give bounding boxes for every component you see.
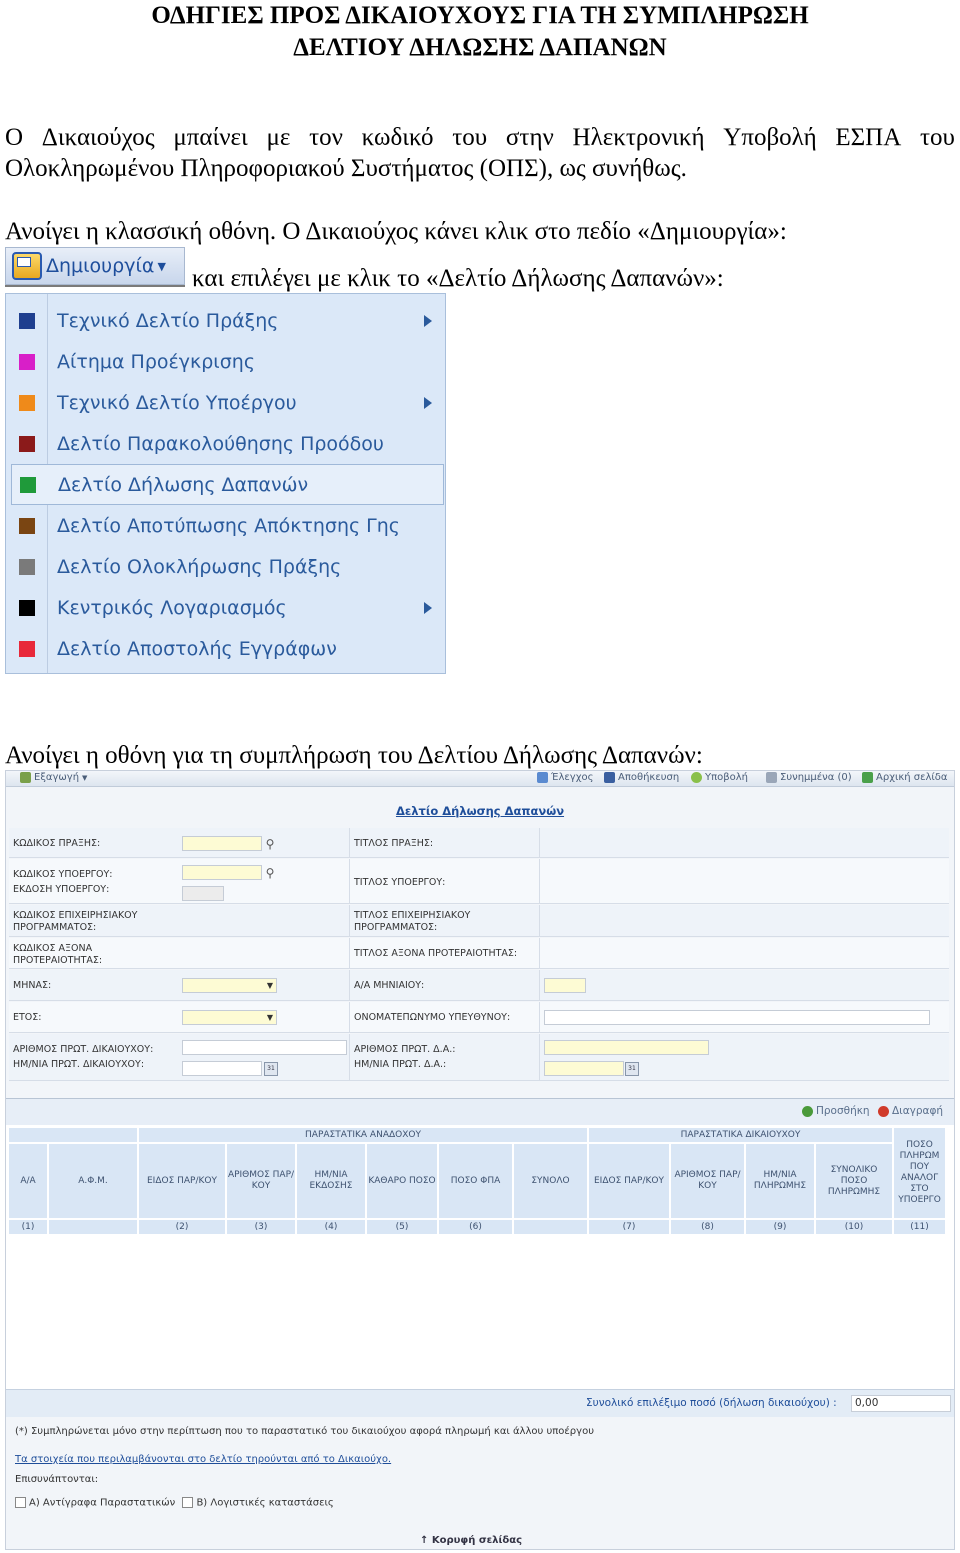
divider bbox=[349, 859, 350, 903]
intro-word: κωδικό bbox=[361, 124, 434, 151]
intro-word: ΕΣΠΑ bbox=[835, 124, 902, 151]
column-number: (7) bbox=[588, 1219, 670, 1235]
total-value: 0,00 bbox=[851, 1395, 951, 1412]
submit-icon bbox=[691, 772, 702, 783]
column-number: (3) bbox=[226, 1219, 296, 1235]
intro-word: Υποβολή bbox=[723, 124, 817, 151]
menu-item[interactable] bbox=[6, 546, 445, 587]
info-link[interactable]: Τα στοιχεία που περιλαμβάνονται στο δελτίο τηρούνται από το Δικαιούχο. bbox=[15, 1454, 392, 1465]
classic-screen-text: Ανοίγει η κλασσική οθόνη. Ο Δικαιούχος κάνει κλικ στο πεδίο «Δημιουργία»: bbox=[5, 218, 787, 245]
column-header[interactable]: ΠΟΣΟ ΠΛΗΡΩΜ ΠΟΥ ΑΝΑΛΟΓ ΣΤΟ ΥΠΟΕΡΓΟ bbox=[893, 1127, 946, 1219]
caret-down-icon: ▼ bbox=[157, 259, 166, 273]
home-button[interactable] bbox=[862, 772, 948, 783]
table-header-cell bbox=[8, 1127, 138, 1143]
intro-word: μπαίνει bbox=[173, 124, 248, 151]
intro-word: Δικαιούχος bbox=[41, 124, 155, 151]
color-square-icon bbox=[20, 477, 36, 493]
column-header[interactable]: ΕΙΔΟΣ ΠΑΡ/ΚΟΥ bbox=[138, 1143, 226, 1219]
attachments-checkboxes bbox=[15, 1497, 334, 1509]
form-toolbar bbox=[6, 771, 954, 787]
column-number: (8) bbox=[670, 1219, 745, 1235]
intro-word: τον bbox=[309, 124, 343, 151]
add-label: Προσθήκη bbox=[816, 1105, 870, 1117]
form-row bbox=[9, 859, 949, 904]
column-header[interactable]: ΣΥΝΟΛΟ bbox=[513, 1143, 588, 1219]
intro-line-1 bbox=[5, 122, 955, 153]
menu-item[interactable] bbox=[11, 464, 444, 505]
intro-word: με bbox=[266, 124, 291, 151]
menu-item[interactable] bbox=[6, 300, 445, 341]
intro-word: του bbox=[920, 124, 955, 151]
divider bbox=[349, 938, 350, 968]
menu-item[interactable] bbox=[6, 382, 445, 423]
label-line: ΠΡΟΓΡΑΜΜΑΤΟΣ: bbox=[13, 922, 97, 933]
label-minas: ΜΗΝΑΣ: bbox=[13, 980, 52, 991]
label-aa-miniaiou: Α/Α ΜΗΝΙΑΙΟΥ: bbox=[354, 980, 425, 991]
group-header-anadoxou: ΠΑΡΑΣΤΑΤΙΚΑ ΑΝΑΔΟΧΟΥ bbox=[138, 1127, 588, 1143]
form-opens-text: Ανοίγει η οθόνη για τη συμπλήρωση του Δελτίου Δήλωσης Δαπανών: bbox=[5, 742, 703, 769]
home-label: Αρχική σελίδα bbox=[876, 772, 948, 783]
check-icon bbox=[537, 772, 548, 783]
color-square-icon bbox=[19, 354, 35, 370]
divider bbox=[539, 905, 540, 936]
attachments-button[interactable] bbox=[766, 772, 852, 783]
divider bbox=[349, 1034, 350, 1080]
menu-item[interactable] bbox=[6, 341, 445, 382]
check-label: Έλεγχος bbox=[551, 772, 594, 783]
search-icon[interactable]: ⚲ bbox=[265, 836, 275, 851]
label-kodikos-praxis: ΚΩΔΙΚΟΣ ΠΡΑΞΗΣ: bbox=[13, 838, 101, 849]
intro-line-2: Ολοκληρωμένου Πληροφοριακού Συστήματος (ΟΠΣ), ως συνήθως. bbox=[5, 155, 687, 182]
label-onomatep: ΟΝΟΜΑΤΕΠΩΝΥΜΟ ΥΠΕΥΘΥΝΟΥ: bbox=[354, 1012, 511, 1023]
menu-item-label: Δελτίο Ολοκλήρωσης Πράξης bbox=[57, 555, 342, 578]
label-line: ΠΡΟΓΡΑΜΜΑΤΟΣ: bbox=[354, 922, 438, 933]
calendar-icon[interactable]: 31 bbox=[264, 1062, 278, 1076]
intro-word: Ο bbox=[5, 124, 24, 151]
ar-prot-da-input[interactable] bbox=[544, 1040, 709, 1055]
column-number: (4) bbox=[296, 1219, 366, 1235]
submenu-arrow-icon bbox=[424, 315, 432, 327]
submit-button[interactable] bbox=[691, 772, 748, 783]
column-number: (2) bbox=[138, 1219, 226, 1235]
color-square-icon bbox=[19, 395, 35, 411]
asterisk-note: (*) Συμπληρώνεται μόνο στην περίπτωση που το παραστατικό του δικαιούχου αφορά πληρωμή και άλλου υποέργου bbox=[15, 1426, 594, 1437]
hm-prot-dik-input[interactable] bbox=[182, 1061, 262, 1076]
column-number: (9) bbox=[745, 1219, 815, 1235]
form-row bbox=[9, 905, 949, 937]
label-titlos-ypoergou: ΤΙΤΛΟΣ ΥΠΟΕΡΓΟΥ: bbox=[354, 877, 446, 888]
divider bbox=[5, 285, 185, 287]
create-button-label: Δημιουργία bbox=[46, 255, 155, 277]
label-titlos-axona: ΤΙΤΛΟΣ ΑΞΟΝΑ ΠΡΟΤΕΡΑΙΟΤΗΤΑΣ: bbox=[354, 948, 518, 959]
delete-icon bbox=[878, 1106, 889, 1117]
submenu-arrow-icon bbox=[424, 602, 432, 614]
checkbox-b[interactable] bbox=[182, 1497, 193, 1508]
export-icon bbox=[20, 772, 31, 783]
check-button[interactable] bbox=[537, 772, 593, 783]
menu-item-label: Δελτίο Αποτύπωσης Απόκτησης Γης bbox=[57, 514, 400, 537]
add-icon bbox=[802, 1106, 813, 1117]
form-row bbox=[9, 938, 949, 969]
intro-word: Ηλεκτρονική bbox=[572, 124, 705, 151]
menu-item[interactable] bbox=[6, 505, 445, 546]
caret-down-icon: ▼ bbox=[82, 773, 88, 782]
label-ar-prot-dik: ΑΡΙΘΜΟΣ ΠΡΩΤ. ΔΙΚΑΙΟΥΧΟΥ: bbox=[13, 1044, 154, 1055]
document-title bbox=[0, 0, 960, 64]
search-icon[interactable]: ⚲ bbox=[265, 865, 275, 880]
calendar-icon[interactable]: 31 bbox=[625, 1062, 639, 1076]
form-row bbox=[9, 970, 949, 1001]
label-line: ΠΡΟΤΕΡΑΙΟΤΗΤΑΣ: bbox=[13, 955, 103, 966]
delete-label: Διαγραφή bbox=[892, 1105, 944, 1117]
select-text: και επιλέγει με κλικ το «Δελτίο Δήλωσης Δαπανών»: bbox=[192, 265, 724, 292]
column-number: (5) bbox=[366, 1219, 438, 1235]
menu-item[interactable] bbox=[6, 587, 445, 628]
divider bbox=[349, 1002, 350, 1032]
column-header[interactable]: ΗΜ/ΝΙΑ ΠΛΗΡΩΜΗΣ bbox=[745, 1143, 815, 1219]
column-number bbox=[513, 1219, 588, 1235]
form-title[interactable]: Δελτίο Δήλωσης Δαπανών bbox=[395, 804, 565, 818]
home-icon bbox=[862, 772, 873, 783]
total-bar bbox=[6, 1389, 954, 1417]
divider bbox=[539, 1034, 540, 1080]
divider bbox=[539, 970, 540, 1000]
divider bbox=[539, 859, 540, 903]
divider bbox=[349, 905, 350, 936]
divider bbox=[539, 938, 540, 968]
save-icon bbox=[604, 772, 615, 783]
menu-item-label: Δελτίο Παρακολούθησης Προόδου bbox=[57, 432, 384, 455]
total-label: Συνολικό επιλέξιμο ποσό (δήλωση δικαιούχου) : bbox=[586, 1397, 837, 1409]
chevron-down-icon: ▼ bbox=[266, 981, 273, 990]
attachments-label: Συνημμένα (0) bbox=[780, 772, 852, 783]
expenses-table bbox=[6, 1098, 954, 1416]
kodikos-ypoergou-input[interactable] bbox=[182, 865, 262, 880]
intro-word: του bbox=[452, 124, 488, 151]
label-hm-prot-da: ΗΜ/ΝΙΑ ΠΡΩΤ. Δ.Α.: bbox=[354, 1059, 447, 1070]
color-square-icon bbox=[19, 641, 35, 657]
form-row bbox=[9, 1034, 949, 1081]
menu-item-label: Κεντρικός Λογαριασμός bbox=[57, 596, 287, 619]
intro-paragraph bbox=[5, 122, 955, 184]
column-number bbox=[48, 1219, 138, 1235]
group-header-dikaiouxou: ΠΑΡΑΣΤΑΤΙΚΑ ΔΙΚΑΙΟΥΧΟΥ bbox=[588, 1127, 893, 1143]
menu-item-label: Αίτημα Προέγκρισης bbox=[57, 350, 255, 373]
intro-word: στην bbox=[505, 124, 554, 151]
column-number: (6) bbox=[438, 1219, 513, 1235]
aa-miniaiou-input[interactable] bbox=[544, 978, 586, 993]
column-number: (10) bbox=[815, 1219, 893, 1235]
delete-row-button[interactable] bbox=[878, 1105, 943, 1117]
label-line: ΚΩΔΙΚΟΣ ΑΞΟΝΑ bbox=[13, 943, 93, 954]
form-row bbox=[9, 828, 949, 858]
onomatep-input[interactable] bbox=[544, 1010, 930, 1025]
export-label: Εξαγωγή bbox=[34, 772, 80, 783]
label-line: ΤΙΤΛΟΣ ΕΠΙΧΕΙΡΗΣΙΑΚΟΥ bbox=[354, 910, 471, 921]
ar-prot-dik-input[interactable] bbox=[182, 1040, 347, 1055]
menu-item-label: Τεχνικό Δελτίο Υποέργου bbox=[57, 391, 297, 414]
etos-select[interactable] bbox=[182, 1010, 277, 1025]
checkbox-a-label: Α) Αντίγραφα Παραστατικών bbox=[29, 1497, 176, 1509]
column-number: (11) bbox=[893, 1219, 946, 1235]
paperclip-icon bbox=[766, 772, 777, 783]
create-dropdown-menu bbox=[5, 293, 446, 674]
expense-form-screen bbox=[5, 770, 955, 1550]
label-kodikos-ep bbox=[13, 910, 137, 934]
create-button[interactable] bbox=[5, 247, 185, 285]
top-of-page-link[interactable]: ↑ Κορυφή σελίδας bbox=[420, 1535, 523, 1546]
minas-select[interactable] bbox=[182, 978, 277, 993]
divider bbox=[539, 1002, 540, 1032]
label-ar-prot-da: ΑΡΙΘΜΟΣ ΠΡΩΤ. Δ.Α.: bbox=[354, 1044, 456, 1055]
table-toolbar bbox=[6, 1099, 954, 1125]
form-row bbox=[9, 1002, 949, 1033]
label-line: ΚΩΔΙΚΟΣ ΕΠΙΧΕΙΡΗΣΙΑΚΟΥ bbox=[13, 910, 138, 921]
folder-icon bbox=[12, 252, 42, 280]
column-header[interactable]: ΚΑΘΑΡΟ ΠΟΣΟ bbox=[366, 1143, 438, 1219]
color-square-icon bbox=[19, 518, 35, 534]
export-button[interactable] bbox=[20, 772, 87, 783]
column-header[interactable]: ΣΥΝΟΛΙΚΟ ΠΟΣΟ ΠΛΗΡΩΜΗΣ bbox=[815, 1143, 893, 1219]
column-header[interactable]: ΗΜ/ΝΙΑ ΕΚΔΟΣΗΣ bbox=[296, 1143, 366, 1219]
label-titlos-praxis: ΤΙΤΛΟΣ ΠΡΑΞΗΣ: bbox=[354, 838, 434, 849]
column-header[interactable]: Α.Φ.Μ. bbox=[48, 1143, 138, 1219]
ekdosi-ypoergou-field bbox=[182, 886, 224, 901]
divider bbox=[539, 828, 540, 857]
label-titlos-ep bbox=[354, 910, 470, 934]
color-square-icon bbox=[19, 559, 35, 575]
color-square-icon bbox=[19, 436, 35, 452]
color-square-icon bbox=[19, 313, 35, 329]
column-number: (1) bbox=[8, 1219, 48, 1235]
column-header[interactable]: ΕΙΔΟΣ ΠΑΡ/ΚΟΥ bbox=[588, 1143, 670, 1219]
label-kodikos-ypoergou: ΚΩΔΙΚΟΣ ΥΠΟΕΡΓΟΥ: bbox=[13, 869, 113, 880]
label-etos: ΕΤΟΣ: bbox=[13, 1012, 42, 1023]
label-hm-prot-dik: ΗΜ/ΝΙΑ ΠΡΩΤ. ΔΙΚΑΙΟΥΧΟΥ: bbox=[13, 1059, 145, 1070]
checkbox-a[interactable] bbox=[15, 1497, 26, 1508]
chevron-down-icon: ▼ bbox=[266, 1013, 273, 1022]
add-row-button[interactable] bbox=[802, 1105, 870, 1117]
save-button[interactable] bbox=[604, 772, 679, 783]
kodikos-praxis-input[interactable] bbox=[182, 836, 262, 851]
save-label: Αποθήκευση bbox=[618, 772, 680, 783]
divider bbox=[349, 970, 350, 1000]
menu-item[interactable] bbox=[6, 628, 445, 669]
menu-item-label: Δελτίο Δήλωσης Δαπανών bbox=[58, 473, 309, 496]
attached-label: Επισυνάπτονται: bbox=[15, 1474, 99, 1485]
title-line-1: ΟΔΗΓΙΕΣ ΠΡΟΣ ΔΙΚΑΙΟΥΧΟΥΣ ΓΙΑ ΤΗ ΣΥΜΠΛΗΡΩΣΗ bbox=[151, 2, 809, 29]
column-header[interactable]: ΠΟΣΟ ΦΠΑ bbox=[438, 1143, 513, 1219]
column-header[interactable]: ΑΡΙΘΜΟΣ ΠΑΡ/ΚΟΥ bbox=[226, 1143, 296, 1219]
label-kodikos-axona bbox=[13, 943, 102, 967]
menu-item[interactable] bbox=[6, 423, 445, 464]
column-header[interactable]: Α/Α bbox=[8, 1143, 48, 1219]
title-line-2: ΔΕΛΤΙΟΥ ΔΗΛΩΣΗΣ ΔΑΠΑΝΩΝ bbox=[293, 34, 667, 61]
hm-prot-da-input[interactable] bbox=[544, 1061, 624, 1076]
label-ekdosi-ypoergou: ΕΚΔΟΣΗ ΥΠΟΕΡΓΟΥ: bbox=[13, 884, 110, 895]
column-header[interactable]: ΑΡΙΘΜΟΣ ΠΑΡ/ΚΟΥ bbox=[670, 1143, 745, 1219]
submit-label: Υποβολή bbox=[705, 772, 749, 783]
divider bbox=[349, 828, 350, 857]
menu-item-label: Τεχνικό Δελτίο Πράξης bbox=[57, 309, 279, 332]
submenu-arrow-icon bbox=[424, 397, 432, 409]
checkbox-b-label: Β) Λογιστικές καταστάσεις bbox=[196, 1497, 334, 1509]
color-square-icon bbox=[19, 600, 35, 616]
menu-item-label: Δελτίο Αποστολής Εγγράφων bbox=[57, 637, 337, 660]
